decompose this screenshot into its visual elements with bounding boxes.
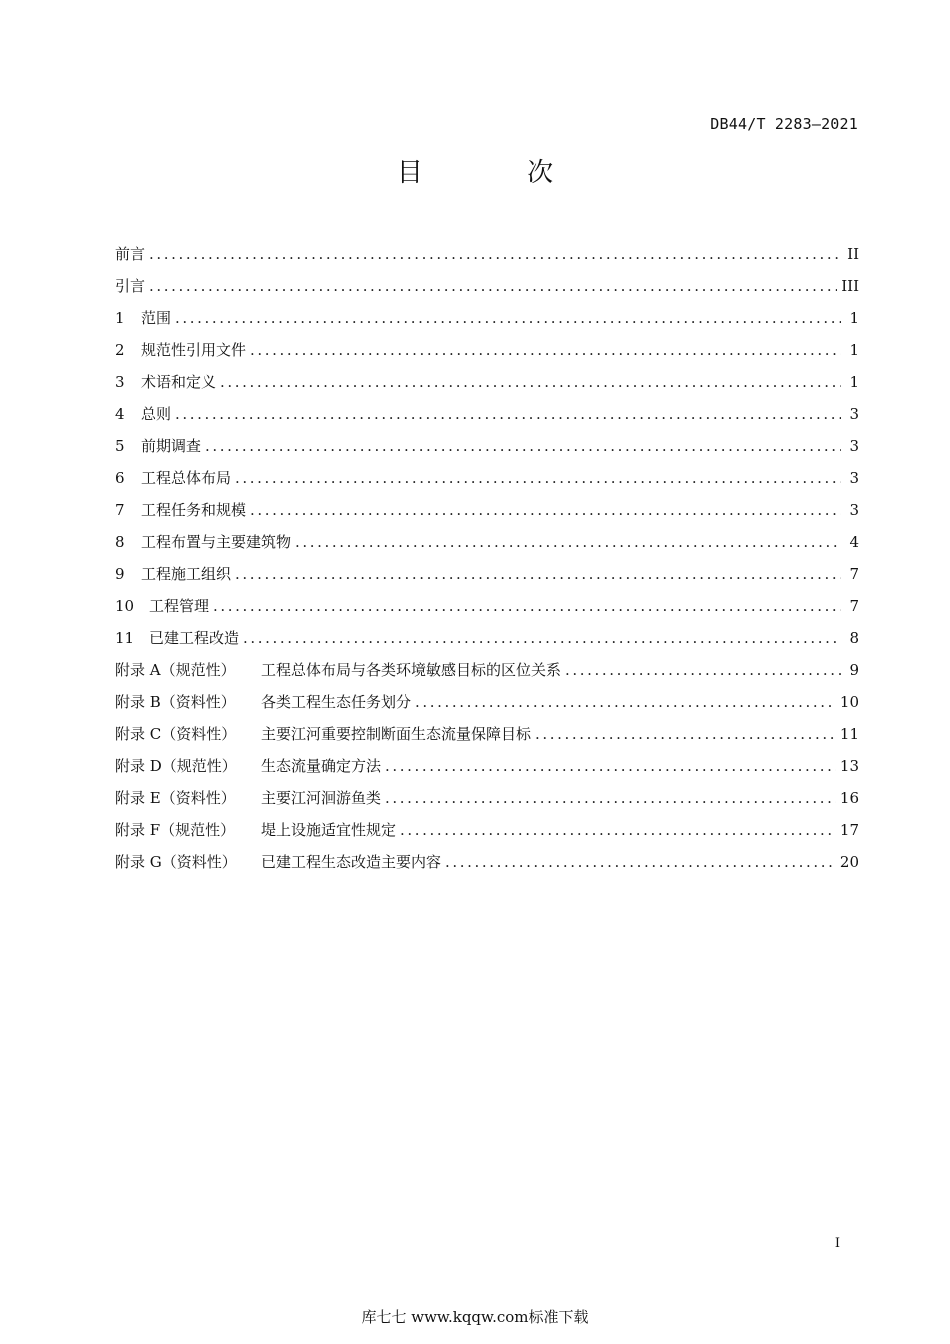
document-code: DB44/T 2283—2021 (710, 115, 858, 133)
toc-entry-management[interactable] (115, 590, 859, 622)
appendix-title: 主要江河洄游鱼类 (261, 789, 382, 807)
appendix-page: 9 (849, 661, 859, 679)
leader-dots (235, 558, 841, 590)
appendix-label: 附录 C（资料性） (115, 725, 237, 743)
appendix-title: 生态流量确定方法 (261, 757, 382, 775)
toc-entry-label: 术语和定义 (141, 373, 217, 391)
leader-dots (565, 654, 841, 686)
toc-entry-number: 3 (115, 373, 125, 391)
appendix-label: 附录 G（资料性） (115, 853, 237, 871)
toc-entry-label: 引言 (115, 277, 146, 295)
leader-dots (205, 430, 841, 462)
toc-appendix-f[interactable] (115, 814, 859, 846)
appendix-label: 附录 F（规范性） (115, 821, 236, 839)
toc-entry-number: 2 (115, 341, 125, 359)
toc-entry-preliminary-survey[interactable] (115, 430, 859, 462)
toc-entry-number: 8 (115, 533, 125, 551)
toc-entry-label: 前言 (115, 245, 146, 263)
toc-entry-number: 9 (115, 565, 125, 583)
appendix-page: 10 (839, 693, 859, 711)
toc-entry-normative-references[interactable] (115, 334, 859, 366)
toc-entry-page: 1 (849, 341, 859, 359)
toc-entry-overall-layout[interactable] (115, 462, 859, 494)
toc-entry-label: 工程任务和规模 (141, 501, 247, 519)
toc-appendix-d[interactable] (115, 750, 859, 782)
toc-entry-number: 6 (115, 469, 125, 487)
toc-entry-number: 10 (115, 597, 135, 615)
leader-dots (243, 622, 841, 654)
appendix-page: 13 (839, 757, 859, 775)
toc-entry-number: 7 (115, 501, 125, 519)
toc-appendix-e[interactable] (115, 782, 859, 814)
toc-entry-page: 4 (849, 533, 859, 551)
toc-entry-page: III (841, 277, 859, 295)
toc-entry-terms[interactable] (115, 366, 859, 398)
table-of-contents (115, 238, 859, 878)
toc-entry-number: 4 (115, 405, 125, 423)
toc-entry-page: 7 (849, 565, 859, 583)
toc-entry-label: 工程总体布局 (141, 469, 232, 487)
appendix-label: 附录 D（规范性） (115, 757, 237, 775)
toc-entry-page: 3 (849, 469, 859, 487)
toc-appendix-a[interactable] (115, 654, 859, 686)
leader-dots (295, 526, 841, 558)
toc-entry-label: 前期调查 (141, 437, 202, 455)
toc-entry-tasks-scale[interactable] (115, 494, 859, 526)
leader-dots (400, 814, 836, 846)
appendix-page: 16 (839, 789, 859, 807)
leader-dots (385, 782, 836, 814)
toc-entry-label: 工程布置与主要建筑物 (141, 533, 292, 551)
toc-entry-label: 工程管理 (149, 597, 210, 615)
page-title: 目 次 (396, 158, 602, 188)
leader-dots (220, 366, 841, 398)
toc-entry-page: 1 (849, 309, 859, 327)
appendix-label: 附录 B（资料性） (115, 693, 236, 711)
footer-watermark: 库七七 www.kqqw.com标准下载 (361, 1308, 589, 1326)
appendix-label: 附录 E（资料性） (115, 789, 236, 807)
toc-entry-page: 8 (849, 629, 859, 647)
leader-dots (175, 398, 841, 430)
toc-entry-introduction[interactable] (115, 270, 859, 302)
toc-entry-label: 规范性引用文件 (141, 341, 247, 359)
toc-entry-page: II (847, 245, 859, 263)
appendix-title: 主要江河重要控制断面生态流量保障目标 (261, 725, 532, 743)
toc-entry-page: 7 (849, 597, 859, 615)
toc-appendix-b[interactable] (115, 686, 859, 718)
appendix-title: 各类工程生态任务划分 (261, 693, 412, 711)
appendix-title: 堤上设施适宜性规定 (261, 821, 397, 839)
toc-entry-label: 范围 (141, 309, 172, 327)
appendix-page: 20 (839, 853, 859, 871)
leader-dots (149, 270, 837, 302)
leader-dots (213, 590, 841, 622)
toc-entry-scope[interactable] (115, 302, 859, 334)
toc-entry-arrangement[interactable] (115, 526, 859, 558)
page-number: I (834, 1236, 840, 1251)
toc-entry-label: 已建工程改造 (149, 629, 240, 647)
toc-entry-construction[interactable] (115, 558, 859, 590)
leader-dots (235, 462, 841, 494)
toc-entry-page: 1 (849, 373, 859, 391)
toc-appendix-g[interactable] (115, 846, 859, 878)
leader-dots (535, 718, 836, 750)
appendix-title: 工程总体布局与各类环境敏感目标的区位关系 (261, 661, 562, 679)
toc-entry-general[interactable] (115, 398, 859, 430)
toc-entry-preface[interactable] (115, 238, 859, 270)
toc-entry-renovation[interactable] (115, 622, 859, 654)
leader-dots (385, 750, 836, 782)
toc-entry-label: 总则 (141, 405, 172, 423)
leader-dots (445, 846, 836, 878)
leader-dots (250, 334, 841, 366)
toc-entry-number: 5 (115, 437, 125, 455)
toc-entry-page: 3 (849, 437, 859, 455)
leader-dots (149, 238, 841, 270)
appendix-title: 已建工程生态改造主要内容 (261, 853, 442, 871)
leader-dots (415, 686, 836, 718)
toc-entry-number: 11 (115, 629, 135, 647)
leader-dots (175, 302, 841, 334)
toc-entry-number: 1 (115, 309, 125, 327)
appendix-page: 11 (839, 725, 859, 743)
toc-entry-page: 3 (849, 501, 859, 519)
toc-appendix-c[interactable] (115, 718, 859, 750)
appendix-page: 17 (839, 821, 859, 839)
leader-dots (250, 494, 841, 526)
appendix-label: 附录 A（规范性） (115, 661, 236, 679)
toc-entry-label: 工程施工组织 (141, 565, 232, 583)
toc-entry-page: 3 (849, 405, 859, 423)
